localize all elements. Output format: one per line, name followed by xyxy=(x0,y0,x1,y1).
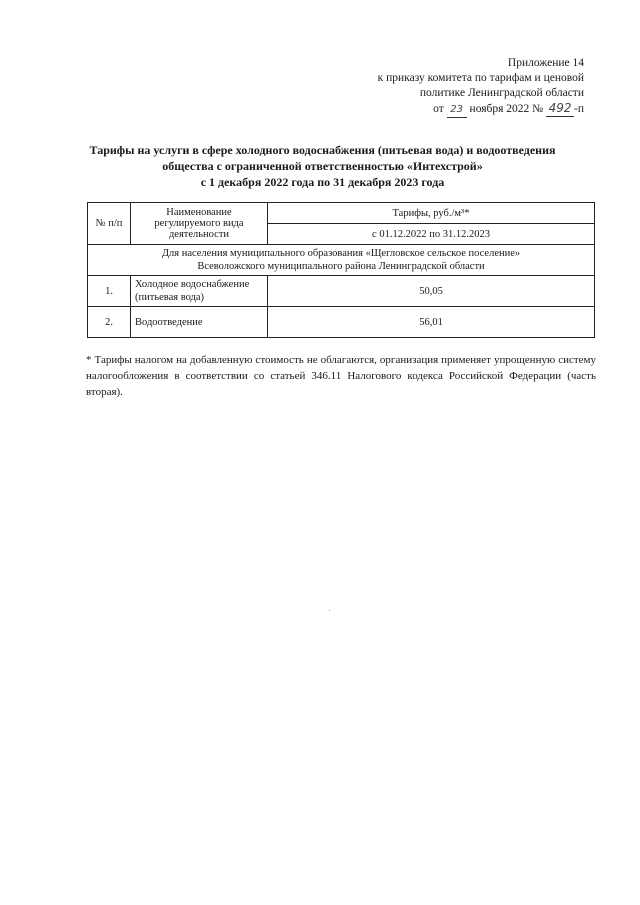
row-activity xyxy=(131,276,268,307)
appendix-header xyxy=(284,56,584,118)
handwritten-order-number: 492 xyxy=(546,101,574,117)
table-row xyxy=(88,276,595,307)
tariff-table xyxy=(87,202,595,338)
order-suffix: -п xyxy=(574,103,584,115)
header-tariff: Тарифы, руб./м³* xyxy=(268,203,595,224)
group-label xyxy=(88,245,595,276)
header-activity: Наименование регулируемого вида деятельности xyxy=(131,203,268,245)
scan-speck xyxy=(329,610,330,611)
document-title xyxy=(60,142,585,190)
title-line-3: с 1 декабря 2022 года по 31 декабря 2023 года xyxy=(200,175,445,189)
row-activity: Водоотведение xyxy=(131,307,268,338)
row-tariff: 50,05 xyxy=(268,276,595,307)
appendix-committee: политике Ленинградской области xyxy=(419,87,584,99)
row-tariff: 56,01 xyxy=(268,307,595,338)
row-activity-line-1: Холодное водоснабжение xyxy=(135,279,250,290)
date-prefix: от xyxy=(433,103,444,115)
handwritten-day: 23 xyxy=(447,102,467,118)
table-row xyxy=(88,307,595,338)
date-month-year: ноября 2022 № xyxy=(469,103,544,115)
row-activity-line-2: (питьевая вода) xyxy=(135,292,205,303)
footnote: * Тарифы налогом на добавленную стоимость не облагаются, организация применяет упрощенную систему налогообложения в соответствии со статьей 346.11 Налогового кодекса Российской Федерации (часть вторая). xyxy=(86,354,596,398)
row-num: 1. xyxy=(88,276,131,307)
group-label-line-2: Всеволожского муниципального района Ленинградской области xyxy=(197,261,485,272)
row-num: 2. xyxy=(88,307,131,338)
title-line-2: общества с ограниченной ответственностью «Интехстрой» xyxy=(162,159,483,173)
title-line-1: Тарифы на услуги в сфере холодного водоснабжения (питьевая вода) и водоотведения xyxy=(89,143,556,157)
group-label-line-1: Для населения муниципального образования «Щегловское сельское поселение» xyxy=(161,248,521,259)
appendix-date-line xyxy=(284,101,584,118)
appendix-number: Приложение 14 xyxy=(507,57,584,69)
header-period: с 01.12.2022 по 31.12.2023 xyxy=(268,224,595,245)
header-num: № п/п xyxy=(88,203,131,245)
appendix-order-ref: к приказу комитета по тарифам и ценовой xyxy=(377,72,584,84)
